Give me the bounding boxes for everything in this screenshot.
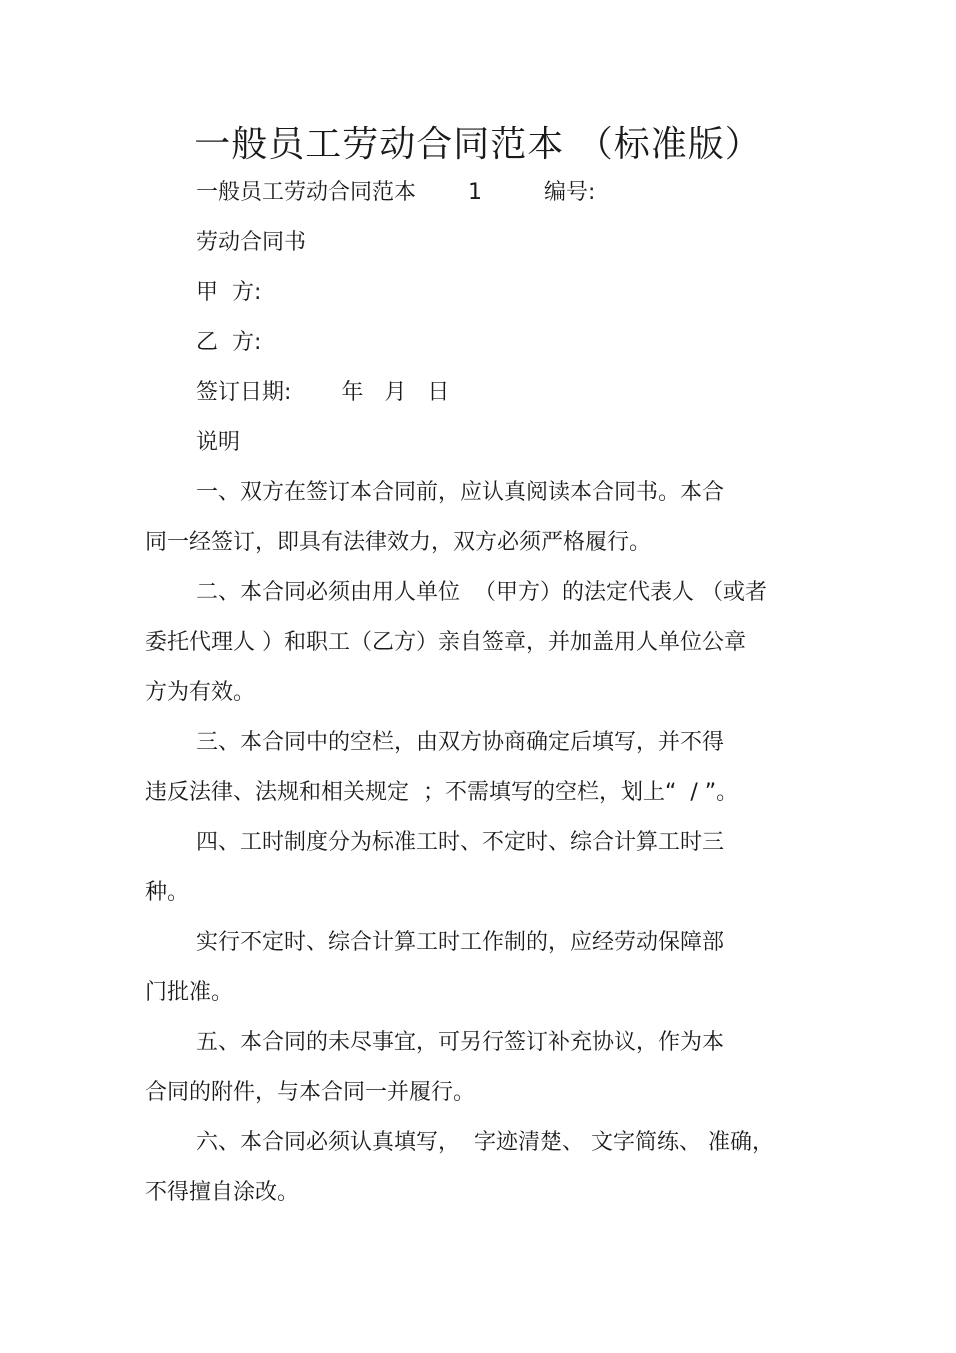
- document-title: 一般员工劳动合同范本 （标准版）: [194, 124, 762, 165]
- party-b-label: 乙 方:: [196, 330, 262, 355]
- note-1-line-2: 同一经签订，即具有法律效力，双方必须严格履行。: [145, 530, 652, 555]
- subtitle-line: [196, 178, 595, 208]
- note-3-line-1: 三、本合同中的空栏，由双方协商确定后填写，并不得: [196, 730, 725, 755]
- note-4-line-1: 四、工时制度分为标准工时、不定时、综合计算工时三: [196, 830, 725, 855]
- note-3-line-2: 违反法律、法规和相关规定 ；不需填写的空栏，划上“ / ”。: [145, 780, 739, 805]
- sign-date-label: 签订日期:: [196, 380, 292, 405]
- subtitle-number: 1: [468, 180, 483, 205]
- note-2-line-1: 二、本合同必须由用人单位 （甲方）的法定代表人 （或者: [196, 580, 767, 605]
- note-6-line-1: 六、本合同必须认真填写， 字迹清楚、 文字简练、 准确，: [196, 1130, 774, 1155]
- note-6-line-2: 不得擅自涂改。: [145, 1180, 300, 1205]
- sign-date-line: [196, 378, 449, 408]
- party-a-label: 甲 方:: [196, 280, 262, 305]
- note-2-line-2: 委托代理人 ）和职工（乙方）亲自签章，并加盖用人单位公章: [145, 630, 746, 655]
- book-title: 劳动合同书: [196, 230, 307, 255]
- note-5-line-2: 合同的附件，与本合同一并履行。: [145, 1080, 476, 1105]
- serial-number-label: 编号:: [544, 180, 596, 205]
- note-4b-line-1: 实行不定时、综合计算工时工作制的，应经劳动保障部: [196, 930, 725, 955]
- sign-date-fields: 年 月 日: [341, 380, 450, 405]
- subtitle-left: 一般员工劳动合同范本: [196, 180, 417, 205]
- note-2-line-3: 方为有效。: [145, 680, 256, 705]
- note-4b-line-2: 门批准。: [145, 980, 234, 1005]
- note-5-line-1: 五、本合同的未尽事宜，可另行签订补充协议，作为本: [196, 1030, 725, 1055]
- note-4-line-2: 种。: [145, 880, 190, 905]
- note-1-line-1: 一、双方在签订本合同前，应认真阅读本合同书。本合: [196, 480, 725, 505]
- notes-heading: 说明: [196, 430, 241, 455]
